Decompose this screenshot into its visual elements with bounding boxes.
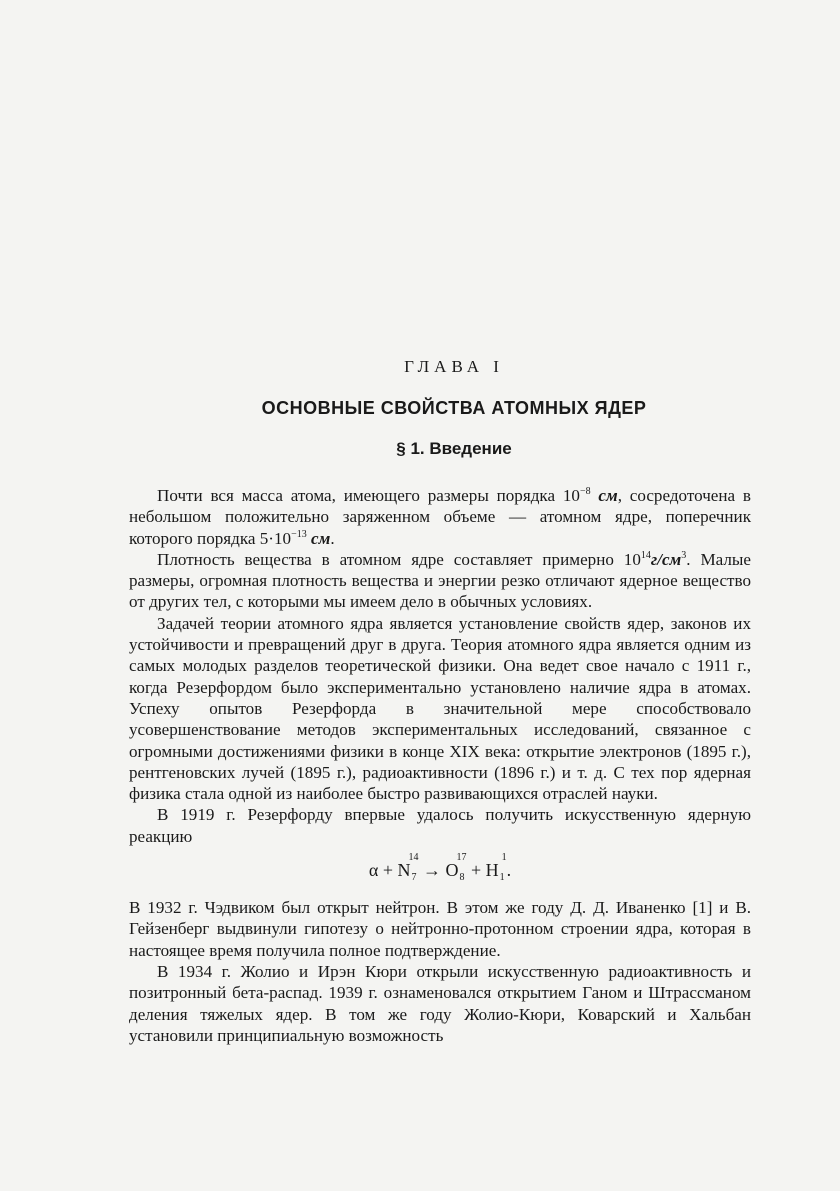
paragraph-2: Плотность вещества в атомном ядре составляет примерно $10^{14}г/см^3$. Малые размеры, огромная плотность вещества и энергии резко отличают ядерное вещество от других тел, с которыми мы имеем дело в обычных условиях. <box>129 549 751 612</box>
paragraph-1: Почти вся масса атома, имеющего размеры порядка $10^{-8}$ см, сосредоточена в небольшом положительно заряженном объеме — атомном ядре, поперечник которого порядка $5\cdot 10^{-13}$ см. <box>129 486 751 548</box>
paragraph-4: В 1919 г. Резерфорду впервые удалось получить искусственную ядерную реакцию <box>129 805 751 846</box>
chapter-label: ГЛАВА I <box>404 357 504 376</box>
page-content <box>129 355 751 1046</box>
paragraph-5: В 1932 г. Чэдвиком был открыт нейтрон. В этом же году Д. Д. Иваненко [1] и В. Гейзенберг выдвинули гипотезу о нейтронно-протонном строении ядра, которая в настоящее время получила полное подтверждение. <box>129 898 751 960</box>
paragraph-6: В 1934 г. Жолио и Ирэн Кюри открыли искусственную радиоактивность и позитронный бета-распад. 1939 г. ознаменовался открытием Ганом и Штрассманом деления тяжелых ядер. В том же году Жолио-Кюри, Коварский и Хальбан установили принципиальную возможность <box>129 961 751 1045</box>
chapter-title: ОСНОВНЫЕ СВОЙСТВА АТОМНЫХ ЯДЕР <box>261 398 647 418</box>
nuclear-reaction-formula: α + N 14 7 → O 17 8 + H 1 1 . <box>368 852 512 884</box>
paragraph-3: Задачей теории атомного ядра является установление свойств ядер, законов их устойчивости и превращений друг в друга. Теория атомного ядра является одним из самых молодых разделов теоретической физики. Она ведет свое начало с 1911 г., когда Резерфордом было экспериментально установлено наличие ядра в атомах. Успеху опытов Резерфорда в значительной мере способствовало усовершенствование методов экспериментальных исследований, связанное с огромными достижениями физики в конце XIX века: открытие электронов (1895 г.), рентгеновских лучей (1895 г.), радиоактивности (1896 г.) и т. д. С тех пор ядерная физика стала одной из наиболее быстро развивающихся отраслей науки. <box>129 613 751 804</box>
body-text <box>129 485 751 1046</box>
section-title: § 1. Введение <box>396 439 512 458</box>
